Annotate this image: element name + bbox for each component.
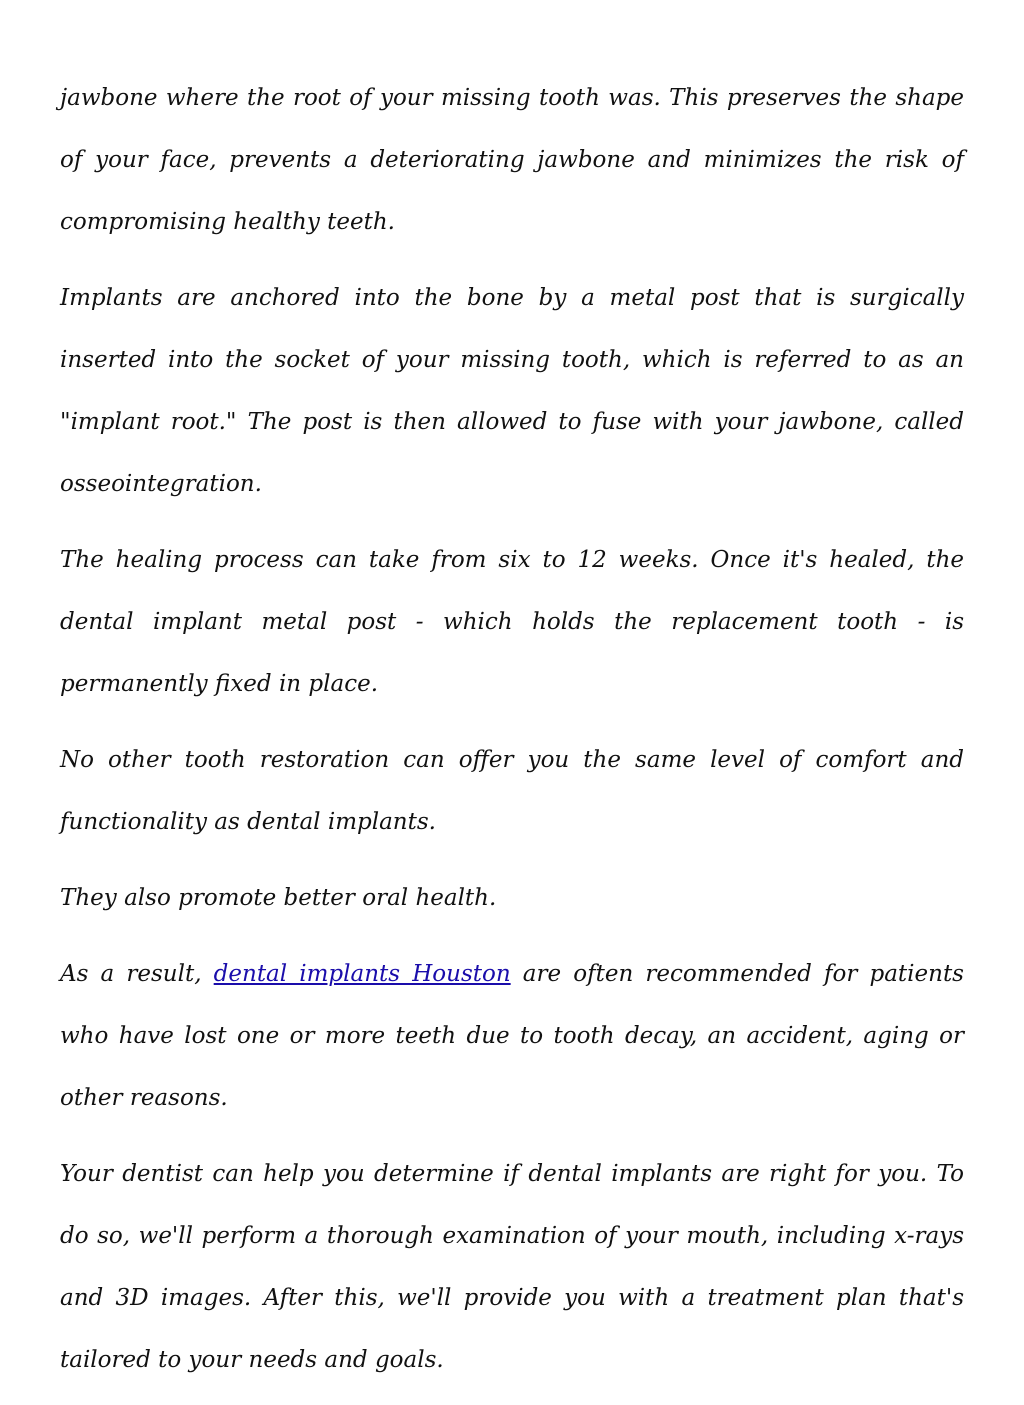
paragraph-recommendation-lead: As a result, <box>60 961 214 987</box>
document-page <box>60 67 964 1405</box>
paragraph-recommendation <box>60 943 964 1129</box>
paragraph-jawbone-preservation: jawbone where the root of your missing tooth was. This preserves the shape of your face, prevents a deteriorating jawbone and minimizes the risk of compromising healthy teeth. <box>60 85 964 235</box>
paragraph-dentist-examination: Your dentist can help you determine if dental implants are right for you. To do so, we'll perform a thorough examination of your mouth, including x-rays and 3D images. After this, we'll provide you with a treatment plan that's tailored to your needs and goals. <box>60 1161 964 1373</box>
paragraph-comfort-functionality: No other tooth restoration can offer you the same level of comfort and functionality as dental implants. <box>60 747 964 835</box>
paragraph-oral-health: They also promote better oral health. <box>60 885 497 911</box>
paragraph-implant-anchoring: Implants are anchored into the bone by a metal post that is surgically inserted into the socket of your missing tooth, which is referred to as an "implant root." The post is then allowed to fuse with your jawbone, called osseointegration. <box>60 285 964 497</box>
paragraph-recommendation-rest: are often recommended for patients who have lost one or more teeth due to tooth decay, an accident, aging or other reasons. <box>60 961 964 1111</box>
paragraph-healing-process: The healing process can take from six to 12 weeks. Once it's healed, the dental implant metal post - which holds the replacement tooth - is permanently fixed in place. <box>60 547 964 697</box>
dental-implants-houston-link[interactable]: dental implants Houston <box>213 961 511 987</box>
